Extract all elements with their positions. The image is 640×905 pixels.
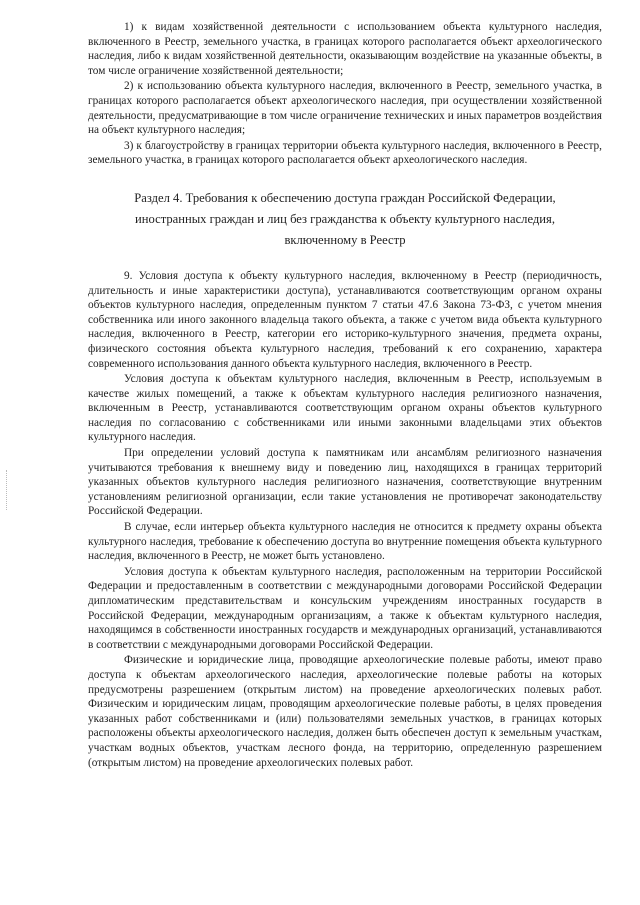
section-heading: Раздел 4. Требования к обеспечению доступа граждан Российской Федерации, иностранных граждан и лиц без гражданства к объекту культурного наследия, включенному в Реестр [134, 190, 556, 247]
paragraph: Физические и юридические лица, проводящие археологические полевые работы, имеют право доступа к объектам археологического наследия, археологические полевые работы на которых предусмотрены разрешением (открытым листом) на проведение археологических полевых работ. Физическим и юридическим лицам, проводящим археологические полевые работы, в целях проведения указанных работ собственниками и (или) пользователями земельных участков, в границах которых расположены объекты археологического наследия, должен быть обеспечен доступ к земельным участкам, участкам водных объектов, участкам лесного фонда, на территорию, определенную разрешением (открытым листом) на проведение археологических полевых работ. [88, 654, 602, 769]
paragraph: Условия доступа к объектам культурного наследия, расположенным на территории Российской Федерации и предоставленным в соответствии с международными договорами Российской Федерации дипломатическим представительствам и консульским учреждениям иностранных государств в Российской Федерации, международным организациям, а также к объектам культурного наследия, находящимся в собственности иностранных государств и международных организаций, устанавливаются в соответствии с международными договорами Российской Федерации. [88, 565, 602, 651]
paragraph: В случае, если интерьер объекта культурного наследия не относится к предмету охраны объекта культурного наследия, требование к обеспечению доступа во внутренние помещения объекта культурного наследия, включенного в Реестр, не может быть установлено. [88, 521, 602, 563]
list-item: 3) к благоустройству в границах территории объекта культурного наследия, включенного в Реестр, земельного участка, в границах которого располагается объект археологического наследия. [88, 139, 602, 167]
paragraph: При определении условий доступа к памятникам или ансамблям религиозного назначения учитываются требования к внешнему виду и поведению лиц, находящихся в границах территорий указанных объектов культурного наследия религиозного назначения, соответствующие внутренним установлениям религиозной организации, если такие установления не противоречат законодательству Российской Федерации. [88, 447, 602, 518]
list-item: 2) к использованию объекта культурного наследия, включенного в Реестр, земельного участка, в границах которого располагается объект археологического наследия, при осуществлении хозяйственной деятельности, предусматривающие в том числе ограничение технических и иных параметров воздействия на объект культурного наследия; [88, 80, 602, 137]
scan-edge-mark [6, 470, 9, 510]
paragraph: 9. Условия доступа к объекту культурного наследия, включенному в Реестр (периодичность, длительность и иные характеристики доступа), устанавливаются соответствующим органом охраны объектов культурного наследия, определенным пунктом 7 статьи 47.6 Закона 73-ФЗ, с учетом мнения собственника или иного законного владельца такого объекта, а также с учетом вида объекта культурного наследия, включенного в Реестр, категории его историко-культурного значения, предмета охраны, физического состояния объекта культурного наследия, требований к его сохранению, характера современного использования данного объекта культурного наследия, включенного в Реестр. [88, 269, 602, 370]
paragraph: Условия доступа к объектам культурного наследия, включенным в Реестр, используемым в качестве жилых помещений, а также к объектам культурного наследия религиозного назначения, включенным в Реестр, устанавливаются соответствующим органом охраны объектов культурного наследия по согласованию с собственниками или иными законными владельцами этих объектов культурного наследия. [88, 373, 602, 444]
list-item: 1) к видам хозяйственной деятельности с использованием объекта культурного наследия, включенного в Реестр, земельного участка, в границах которого располагается объект археологического наследия, либо к видам хозяйственной деятельности, оказывающим воздействие на указанные объекты, в том числе ограничение хозяйственной деятельности; [88, 21, 602, 77]
